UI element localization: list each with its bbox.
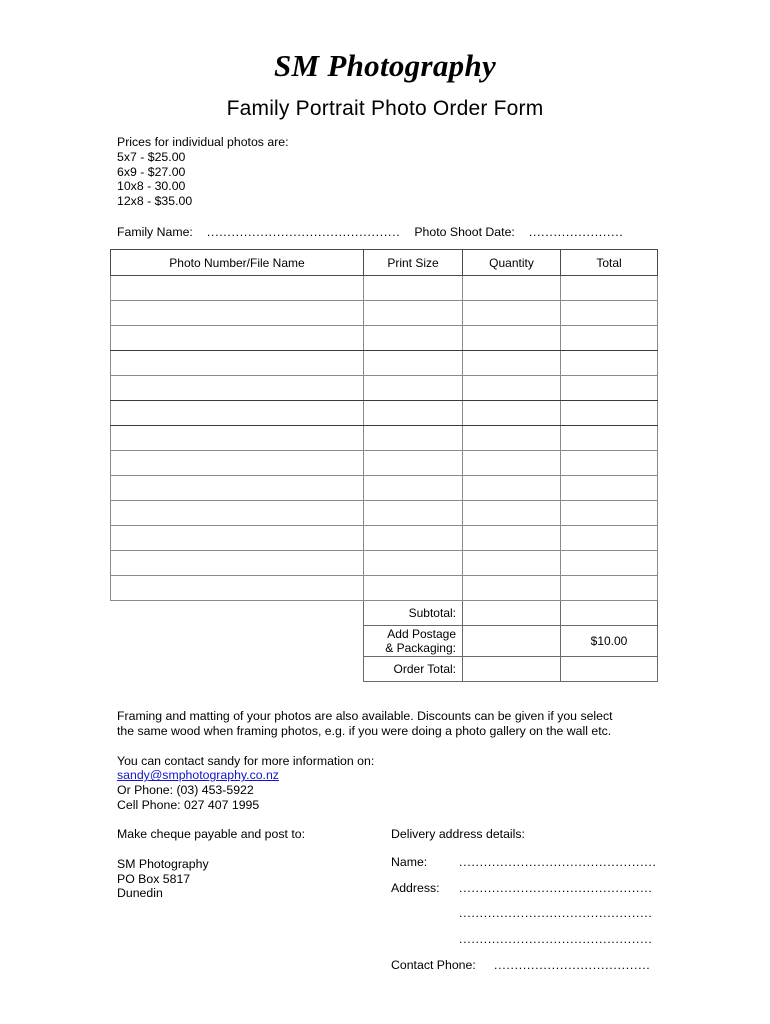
- table-row: [111, 501, 658, 526]
- cell-print-size[interactable]: [364, 501, 463, 526]
- column-header-total: Total: [561, 250, 658, 276]
- cell-quantity[interactable]: [463, 326, 561, 351]
- subtotal-row: [111, 601, 658, 626]
- cell-quantity[interactable]: [463, 301, 561, 326]
- cell-photo-number[interactable]: [111, 326, 364, 351]
- cell-photo-number[interactable]: [111, 351, 364, 376]
- order-total-value-cell[interactable]: [561, 657, 658, 682]
- cheque-title: Make cheque payable and post to:: [117, 827, 306, 841]
- form-subtitle: Family Portrait Photo Order Form: [226, 97, 544, 120]
- cell-photo-number[interactable]: [111, 576, 364, 601]
- contact-cell-line: Cell Phone: 027 407 1995: [117, 797, 260, 812]
- table-row: [111, 476, 658, 501]
- order-total-quantity-cell[interactable]: [463, 657, 561, 682]
- cell-quantity[interactable]: [463, 451, 561, 476]
- cell-photo-number[interactable]: [111, 376, 364, 401]
- cell-photo-number[interactable]: [111, 526, 364, 551]
- order-total-row: [111, 657, 658, 682]
- subtotal-value-cell[interactable]: [561, 601, 658, 626]
- cell-photo-number[interactable]: [111, 551, 364, 576]
- table-row: [111, 526, 658, 551]
- table-row: [111, 426, 658, 451]
- cell-total[interactable]: [561, 576, 658, 601]
- postage-row: [111, 626, 658, 657]
- delivery-address-row-3: [391, 932, 666, 947]
- photo-order-table: [110, 249, 658, 682]
- delivery-contact-phone-label: Contact Phone:: [391, 957, 476, 972]
- cell-print-size[interactable]: [364, 551, 463, 576]
- postage-label: [364, 626, 463, 657]
- cell-print-size[interactable]: [364, 576, 463, 601]
- cell-quantity[interactable]: [463, 476, 561, 501]
- cell-quantity[interactable]: [463, 576, 561, 601]
- delivery-address-row-2: [391, 906, 666, 921]
- cell-photo-number[interactable]: [111, 301, 364, 326]
- column-header-quantity: Quantity: [463, 250, 561, 276]
- cell-quantity[interactable]: [463, 351, 561, 376]
- subtotal-quantity-cell[interactable]: [463, 601, 561, 626]
- cell-print-size[interactable]: [364, 401, 463, 426]
- framing-note-line2: the same wood when framing photos, e.g. if you were doing a photo gallery on the wall etc.: [117, 723, 612, 738]
- delivery-contact-phone-input-line[interactable]: ......................................: [494, 957, 651, 972]
- price-list-intro: Prices for individual photos are:: [117, 135, 289, 149]
- cell-photo-number[interactable]: [111, 451, 364, 476]
- cell-photo-number[interactable]: [111, 276, 364, 301]
- order-total-label: Order Total:: [364, 657, 463, 682]
- subtotal-label: Subtotal:: [364, 601, 463, 626]
- cell-print-size[interactable]: [364, 326, 463, 351]
- cell-photo-number[interactable]: [111, 501, 364, 526]
- cell-quantity[interactable]: [463, 426, 561, 451]
- table-row: [111, 301, 658, 326]
- table-row: [111, 551, 658, 576]
- postage-quantity-cell[interactable]: [463, 626, 561, 657]
- cell-total[interactable]: [561, 551, 658, 576]
- column-header-photo-number: Photo Number/File Name: [111, 250, 364, 276]
- cell-total[interactable]: [561, 476, 658, 501]
- table-row: [111, 351, 658, 376]
- spacer-cell: [111, 657, 364, 682]
- family-name-input-line[interactable]: ...............................................: [206, 224, 401, 239]
- cell-print-size[interactable]: [364, 526, 463, 551]
- table-row: [111, 576, 658, 601]
- delivery-address-label: Address:: [391, 880, 440, 895]
- cell-print-size[interactable]: [364, 476, 463, 501]
- postage-value-cell: $10.00: [561, 626, 658, 657]
- cheque-address: [117, 857, 377, 901]
- price-item: 5x7 - $25.00: [117, 149, 186, 164]
- delivery-contact-phone-row: [391, 958, 666, 973]
- cell-quantity[interactable]: [463, 526, 561, 551]
- photo-shoot-date-input-line[interactable]: .......................: [528, 224, 624, 239]
- cell-print-size[interactable]: [364, 301, 463, 326]
- cell-total[interactable]: [561, 301, 658, 326]
- table-row: [111, 326, 658, 351]
- cell-total[interactable]: [561, 326, 658, 351]
- postage-label-line2: & Packaging:: [385, 641, 456, 655]
- price-item: 10x8 - 30.00: [117, 179, 186, 194]
- contact-phone-line: Or Phone: (03) 453-5922: [117, 783, 254, 798]
- cell-total[interactable]: [561, 526, 658, 551]
- spacer-cell: [111, 626, 364, 657]
- contact-email-line: [117, 768, 665, 783]
- cell-total[interactable]: [561, 376, 658, 401]
- cell-total[interactable]: [561, 426, 658, 451]
- delivery-name-label: Name:: [391, 854, 428, 869]
- delivery-address-input-line[interactable]: ...............................................: [459, 880, 653, 895]
- photo-shoot-date-label: Photo Shoot Date:: [414, 224, 515, 239]
- cell-print-size[interactable]: [364, 276, 463, 301]
- delivery-address-input-line-3[interactable]: ...............................................: [459, 932, 653, 947]
- price-item: 6x9 - $27.00: [117, 164, 186, 179]
- cell-photo-number[interactable]: [111, 476, 364, 501]
- intro-section: [117, 135, 665, 240]
- cell-quantity[interactable]: [463, 501, 561, 526]
- notes-section: [117, 709, 665, 813]
- delivery-section: [391, 827, 666, 984]
- table-row: [111, 376, 658, 401]
- delivery-name-input-line[interactable]: ................................................: [459, 854, 657, 869]
- cell-quantity[interactable]: [463, 401, 561, 426]
- cell-print-size[interactable]: [364, 426, 463, 451]
- contact-intro: You can contact sandy for more information on:: [117, 753, 375, 768]
- cell-total[interactable]: [561, 501, 658, 526]
- cheque-city: Dunedin: [117, 886, 163, 901]
- cell-quantity[interactable]: [463, 276, 561, 301]
- cell-photo-number[interactable]: [111, 426, 364, 451]
- cell-total[interactable]: [561, 351, 658, 376]
- table-row: [111, 276, 658, 301]
- postage-label-line1: Add Postage: [387, 627, 456, 641]
- cheque-business-name: SM Photography: [117, 856, 209, 871]
- cell-photo-number[interactable]: [111, 401, 364, 426]
- column-header-print-size: Print Size: [364, 250, 463, 276]
- delivery-name-row: [391, 855, 666, 870]
- document-header: [0, 0, 770, 119]
- cheque-section: [117, 827, 377, 901]
- family-name-label: Family Name:: [117, 224, 193, 239]
- delivery-address-input-line-2[interactable]: ...............................................: [459, 906, 653, 921]
- cell-quantity[interactable]: [463, 376, 561, 401]
- cell-quantity[interactable]: [463, 551, 561, 576]
- spacer-cell: [111, 601, 364, 626]
- table-row: [111, 401, 658, 426]
- cell-total[interactable]: [561, 276, 658, 301]
- delivery-address-row: [391, 881, 666, 896]
- identity-row: [117, 225, 665, 240]
- cell-total[interactable]: [561, 401, 658, 426]
- brand-title: SM Photography: [273, 48, 497, 83]
- framing-note-line1: Framing and matting of your photos are also available. Discounts can be given if you select: [117, 709, 613, 723]
- cheque-po-box: PO Box 5817: [117, 871, 191, 886]
- cell-total[interactable]: [561, 451, 658, 476]
- table-header-row: [111, 250, 658, 276]
- cell-print-size[interactable]: [364, 376, 463, 401]
- email-link[interactable]: sandy@smphotography.co.nz: [117, 768, 279, 783]
- table-row: [111, 451, 658, 476]
- delivery-title: Delivery address details:: [391, 827, 525, 841]
- cell-print-size[interactable]: [364, 351, 463, 376]
- price-list: [117, 135, 665, 209]
- cell-print-size[interactable]: [364, 451, 463, 476]
- price-item: 12x8 - $35.00: [117, 194, 193, 209]
